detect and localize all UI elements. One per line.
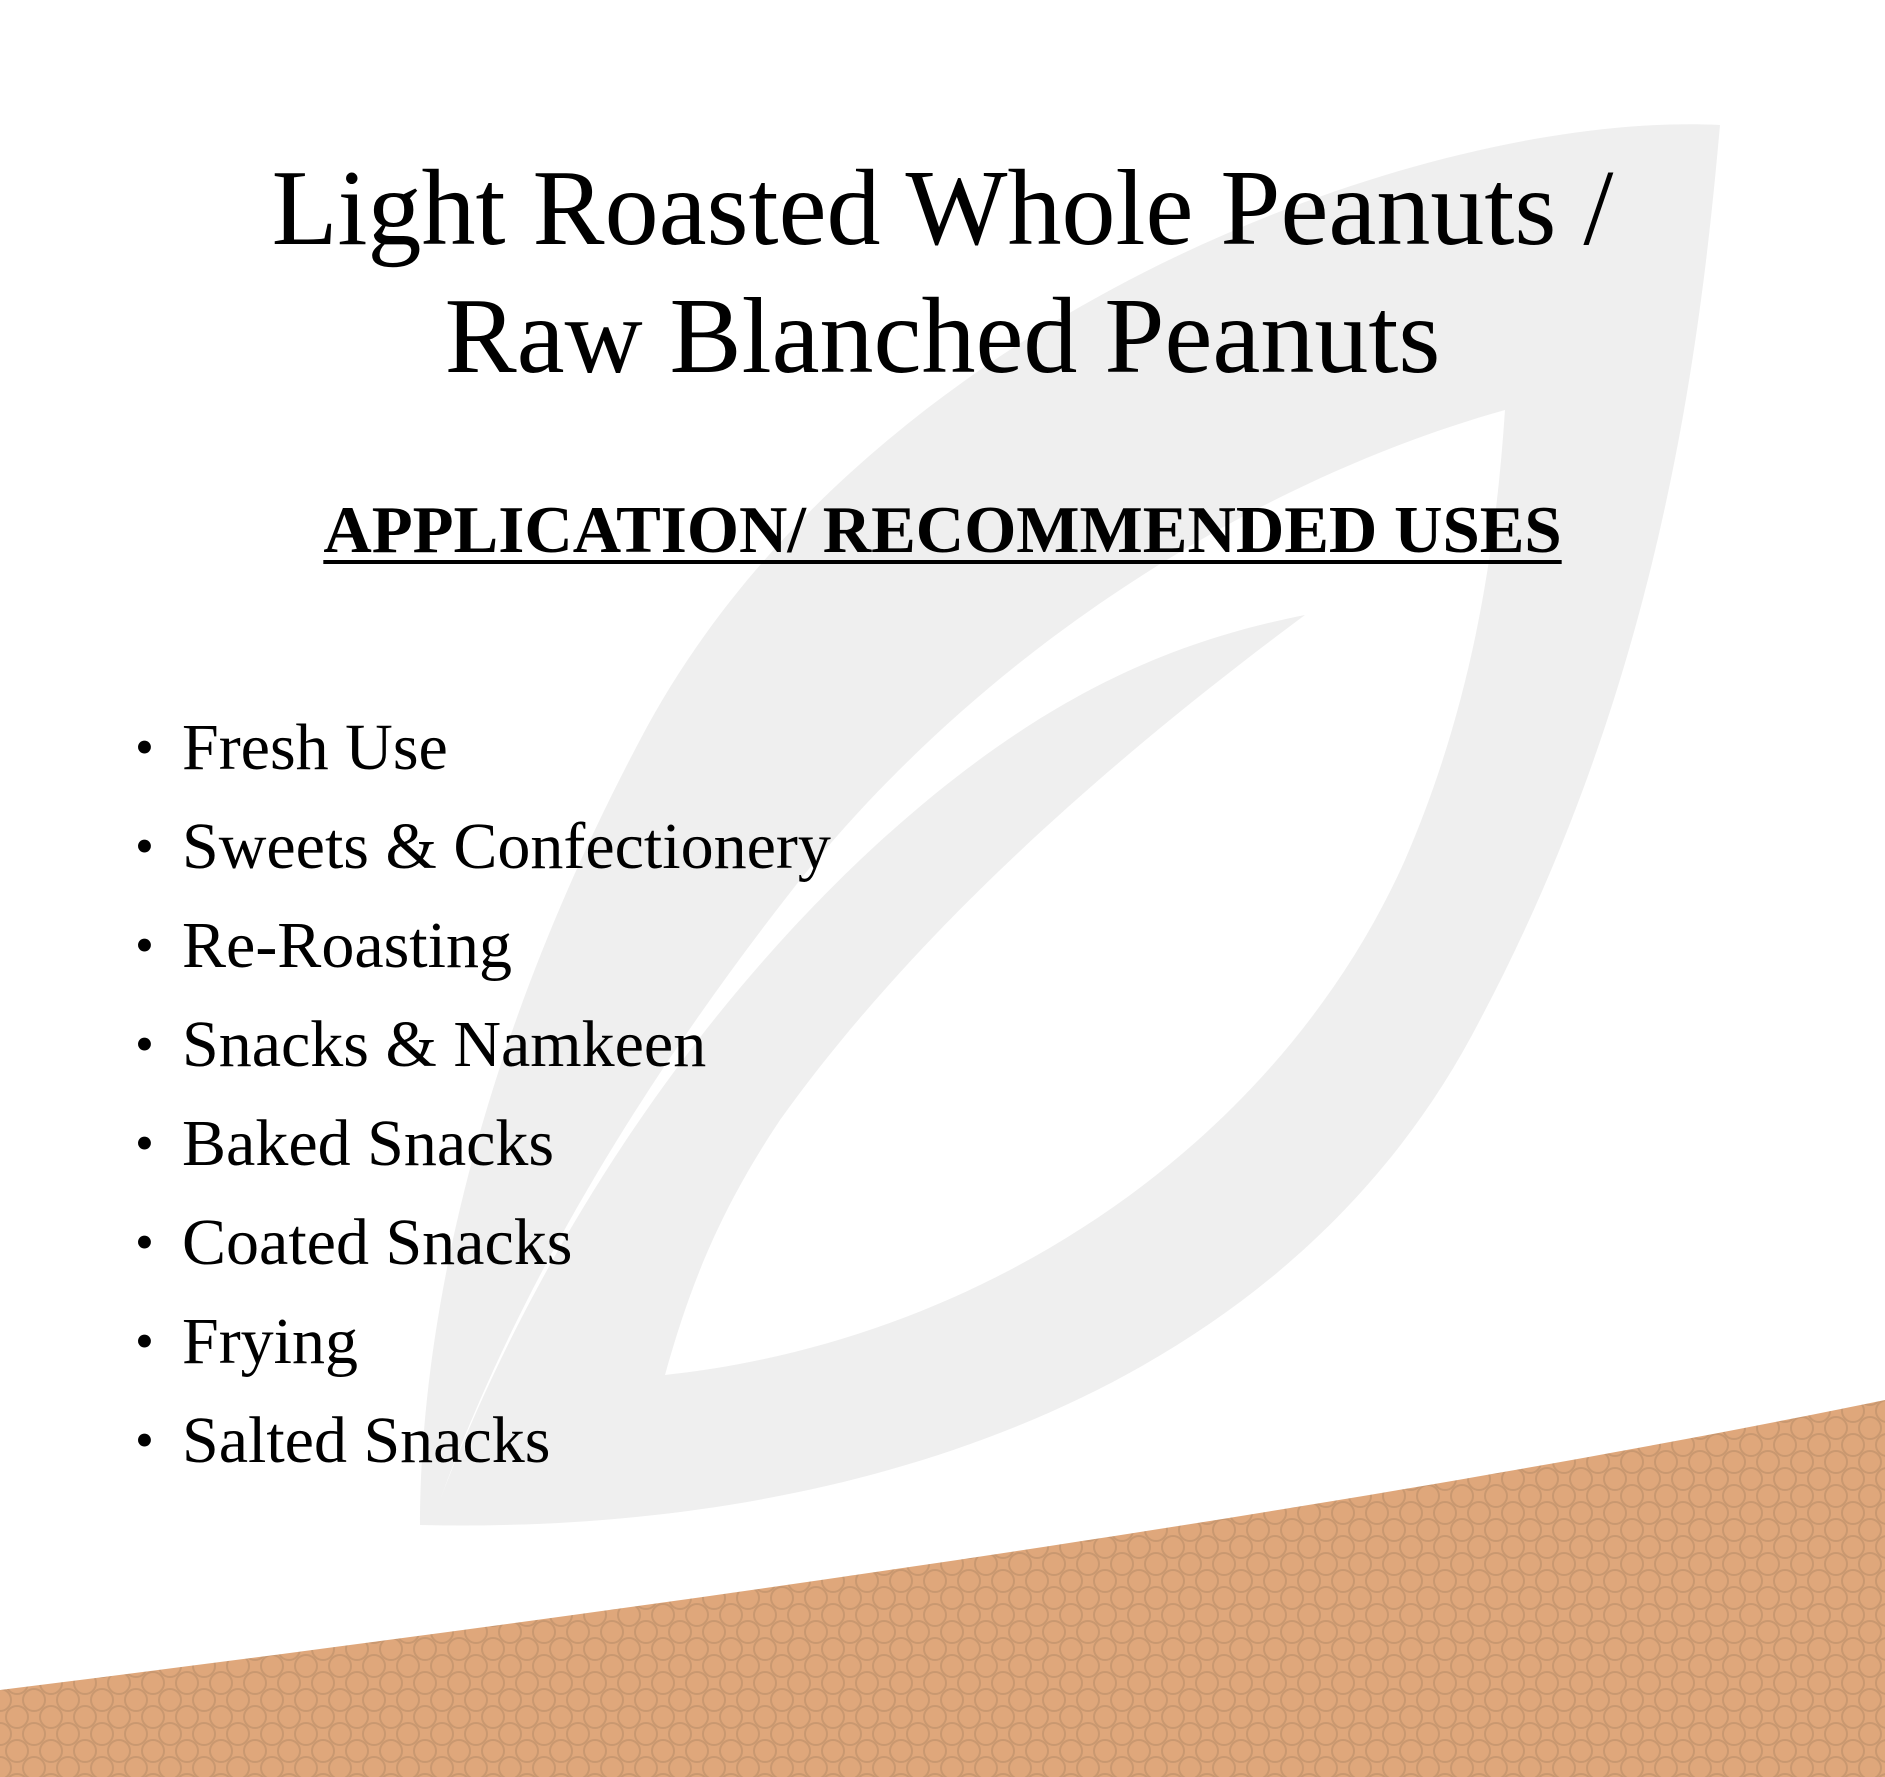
list-item: • Snacks & Namkeen [135, 995, 831, 1094]
page-title-line-2: Raw Blanched Peanuts [444, 277, 1441, 396]
list-item: • Frying [135, 1292, 831, 1391]
list-item: • Fresh Use [135, 698, 831, 797]
list-item: • Salted Snacks [135, 1391, 831, 1490]
list-item: • Coated Snacks [135, 1193, 831, 1292]
list-item: • Sweets & Confectionery [135, 797, 831, 896]
section-heading: APPLICATION/ RECOMMENDED USES [323, 493, 1562, 567]
page-title [0, 145, 1885, 401]
list-item: • Baked Snacks [135, 1094, 831, 1193]
recommended-uses-list [135, 698, 831, 1490]
page-title-line-1: Light Roasted Whole Peanuts / [271, 149, 1614, 268]
list-item: • Re-Roasting [135, 896, 831, 995]
